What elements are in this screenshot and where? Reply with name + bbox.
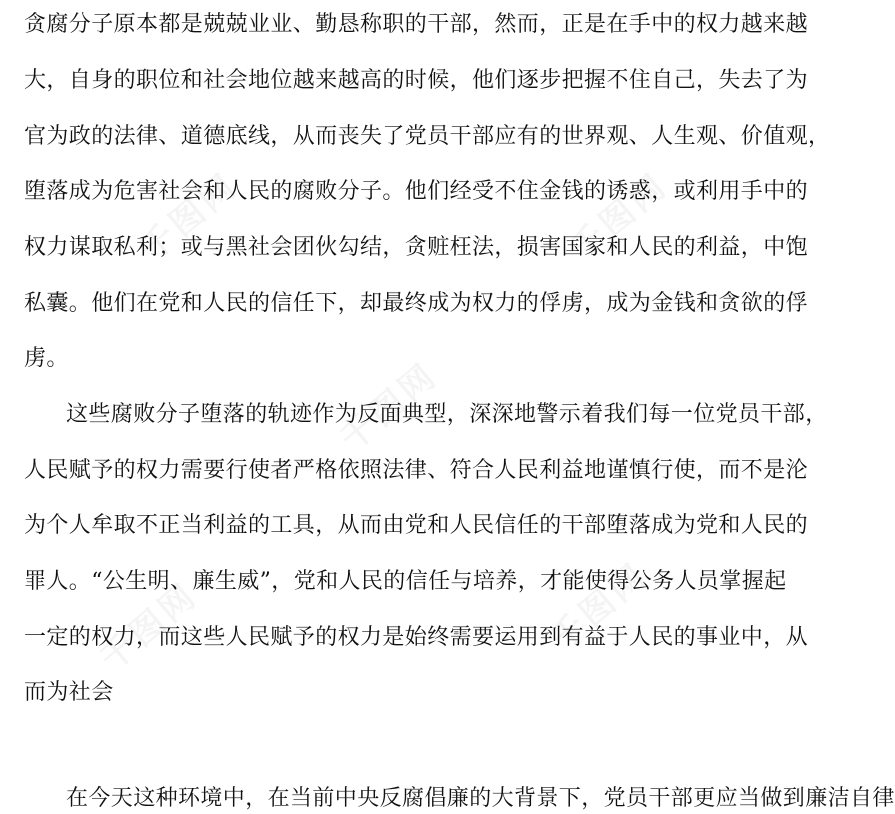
paragraph-line: 一定的权力，而这些人民赋予的权力是始终需要运用到有益于人民的事业中，从 [24, 625, 809, 650]
paragraph-line: 官为政的法律、道德底线，从而丧失了党员干部应有的世界观、人生观、价值观， [24, 124, 831, 149]
paragraph-line: 大，自身的职位和社会地位越来越高的时候，他们逐步把握不住自己，失去了为 [24, 68, 809, 93]
paragraph-line: 人民赋予的权力需要行使者严格依照法律、符合人民利益地谨慎行使，而不是沦 [24, 458, 809, 483]
paragraph-line: 贪腐分子原本都是兢兢业业、勤恳称职的干部，然而，正是在手中的权力越来越 [24, 12, 809, 37]
paragraph-line: 而为社会 [24, 680, 114, 705]
paragraph-line: 罪人。“公生明、廉生威”，党和人民的信任与培养，才能使得公务人员掌握起 [24, 569, 787, 594]
paragraph-line: 权力谋取私利；或与黑社会团伙勾结，贪赃枉法，损害国家和人民的利益，中饱 [24, 235, 809, 260]
paragraph-line: 这些腐败分子堕落的轨迹作为反面典型，深深地警示着我们每一位党员干部， [66, 402, 828, 427]
paragraph-line: 为个人牟取不正当利益的工具，从而由党和人民信任的干部堕落成为党和人民的 [24, 513, 809, 538]
paragraph-line-cut-off: 在今天这种环境中，在当前中央反腐倡廉的大背景下，党员干部更应当做到廉洁自律 [66, 786, 895, 811]
paragraph-line: 堕落成为危害社会和人民的腐败分子。他们经受不住金钱的诱惑，或利用手中的 [24, 179, 809, 204]
paragraph-line: 私囊。他们在党和人民的信任下，却最终成为权力的俘虏，成为金钱和贪欲的俘 [24, 291, 809, 316]
paragraph-line: 虏。 [24, 346, 69, 371]
